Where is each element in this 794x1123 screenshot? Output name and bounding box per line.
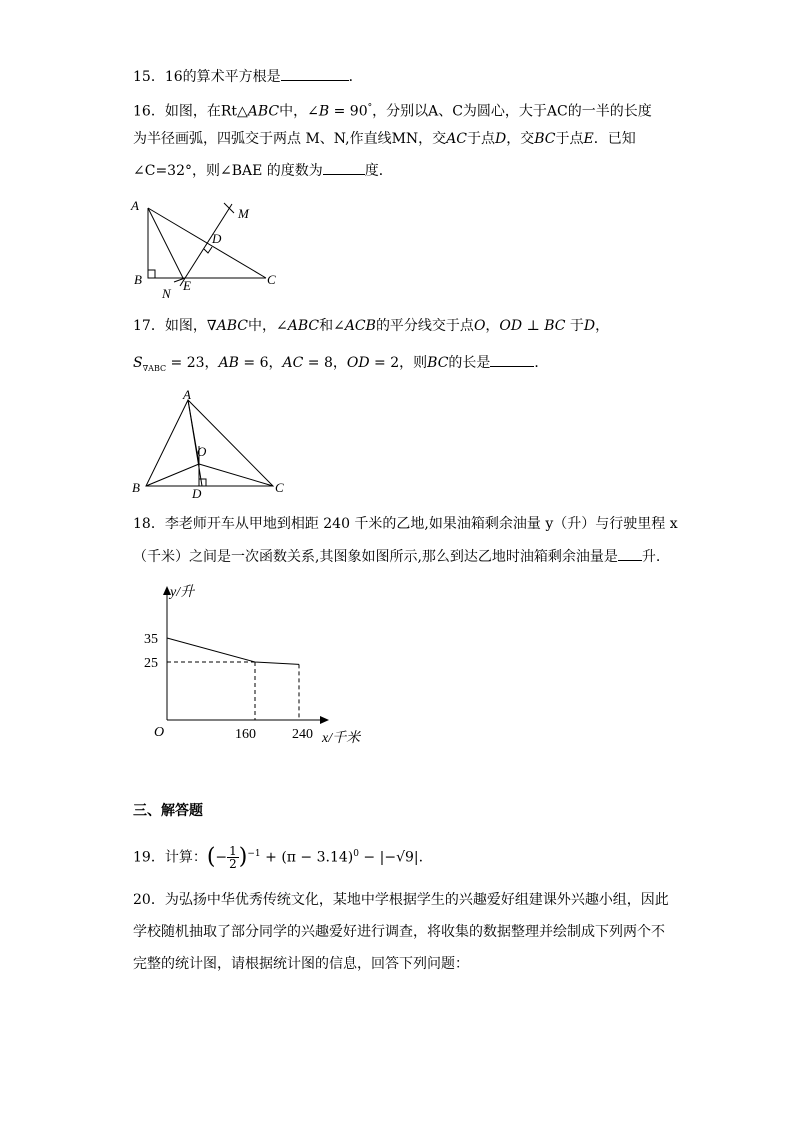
q16-label-C: C bbox=[267, 272, 276, 287]
question-18-line2: （千米）之间是一次函数关系,其图象如图所示,那么到达乙地时油箱剩余油量是 升. bbox=[133, 546, 660, 567]
question-20-line2: 学校随机抽取了部分同学的兴趣爱好进行调查，将收集的数据整理并绘制成下列两个不 bbox=[133, 924, 665, 940]
tick-label-y-25: 25 bbox=[144, 656, 158, 671]
question-17-line1: 17．如图，∇ABC中，∠ABC和∠ACB的平分线交于点O，OD ⊥ BC 于D， bbox=[133, 318, 610, 334]
question-18-line1: 18．李老师开车从甲地到相距 240 千米的乙地,如果油箱剩余油量 y（升）与行驶里程 x bbox=[133, 516, 678, 532]
question-20-line1: 20．为弘扬中华优秀传统文化，某地中学根据学生的兴趣爱好组建课外兴趣小组，因此 bbox=[133, 892, 669, 908]
question-17-line2: $S_{\nabla ABC} = 23$，AB = 6，AC = 8，OD = 2，则BC的长是 ． bbox=[133, 352, 548, 379]
q17-figure bbox=[128, 388, 298, 500]
tick-label-x-240: 240 bbox=[292, 727, 313, 742]
tick-label-x-160: 160 bbox=[235, 727, 256, 742]
q15-text: 15．16的算术平方根是 bbox=[133, 69, 281, 85]
q16-label-B: B bbox=[134, 272, 142, 287]
question-20-line3: 完整的统计图，请根据统计图的信息，回答下列问题： bbox=[133, 956, 469, 972]
fuel-line bbox=[167, 638, 299, 664]
q17-label-B: B bbox=[132, 480, 140, 495]
question-16-line1: 16．如图，在Rt△ABC中，∠B = 90°，分别以A、C为圆心，大于AC的一半的长度 bbox=[133, 103, 652, 120]
section-heading: 三、解答题 bbox=[133, 803, 203, 819]
chart-xlabel: x/千米 bbox=[322, 731, 361, 746]
question-16-line2: 为半径画弧，四弧交于两点 M、N,作直线MN，交AC于点D，交BC于点E．已知 bbox=[133, 131, 636, 147]
q16-label-D: D bbox=[212, 231, 222, 246]
q16-label-A: A bbox=[131, 198, 139, 213]
q16-label-N: N bbox=[162, 286, 171, 301]
q16-label-M: M bbox=[238, 206, 249, 221]
q15-answer-blank[interactable] bbox=[281, 66, 349, 81]
q18-answer-blank[interactable] bbox=[618, 546, 642, 561]
q17-label-D: D bbox=[192, 486, 202, 500]
x-axis-arrow bbox=[320, 716, 329, 724]
fraction-one-half: $\frac{1}{2}$ bbox=[229, 844, 237, 872]
q17-label-C: C bbox=[275, 480, 284, 495]
q17-answer-blank[interactable] bbox=[490, 352, 534, 367]
question-19: 19．计算：(− $\frac{1}{2}$ )$^{-1} + (\pi - 3.14)^0 - |-√9|$. bbox=[133, 844, 424, 872]
question-16-line3: ∠C=32°，则∠BAE 的度数为 度． bbox=[133, 160, 393, 181]
chart-ylabel: y/升 bbox=[170, 585, 195, 600]
q16-answer-blank[interactable] bbox=[323, 160, 365, 175]
q16-figure bbox=[128, 196, 288, 304]
q17-label-O: O bbox=[197, 444, 207, 459]
tick-label-y-35: 35 bbox=[144, 632, 158, 647]
q17-label-A: A bbox=[183, 388, 191, 402]
question-15: 15．16的算术平方根是 ． bbox=[133, 66, 363, 87]
chart-origin: O bbox=[154, 725, 165, 740]
q18-chart bbox=[140, 578, 380, 748]
q16-label-E: E bbox=[183, 278, 191, 293]
